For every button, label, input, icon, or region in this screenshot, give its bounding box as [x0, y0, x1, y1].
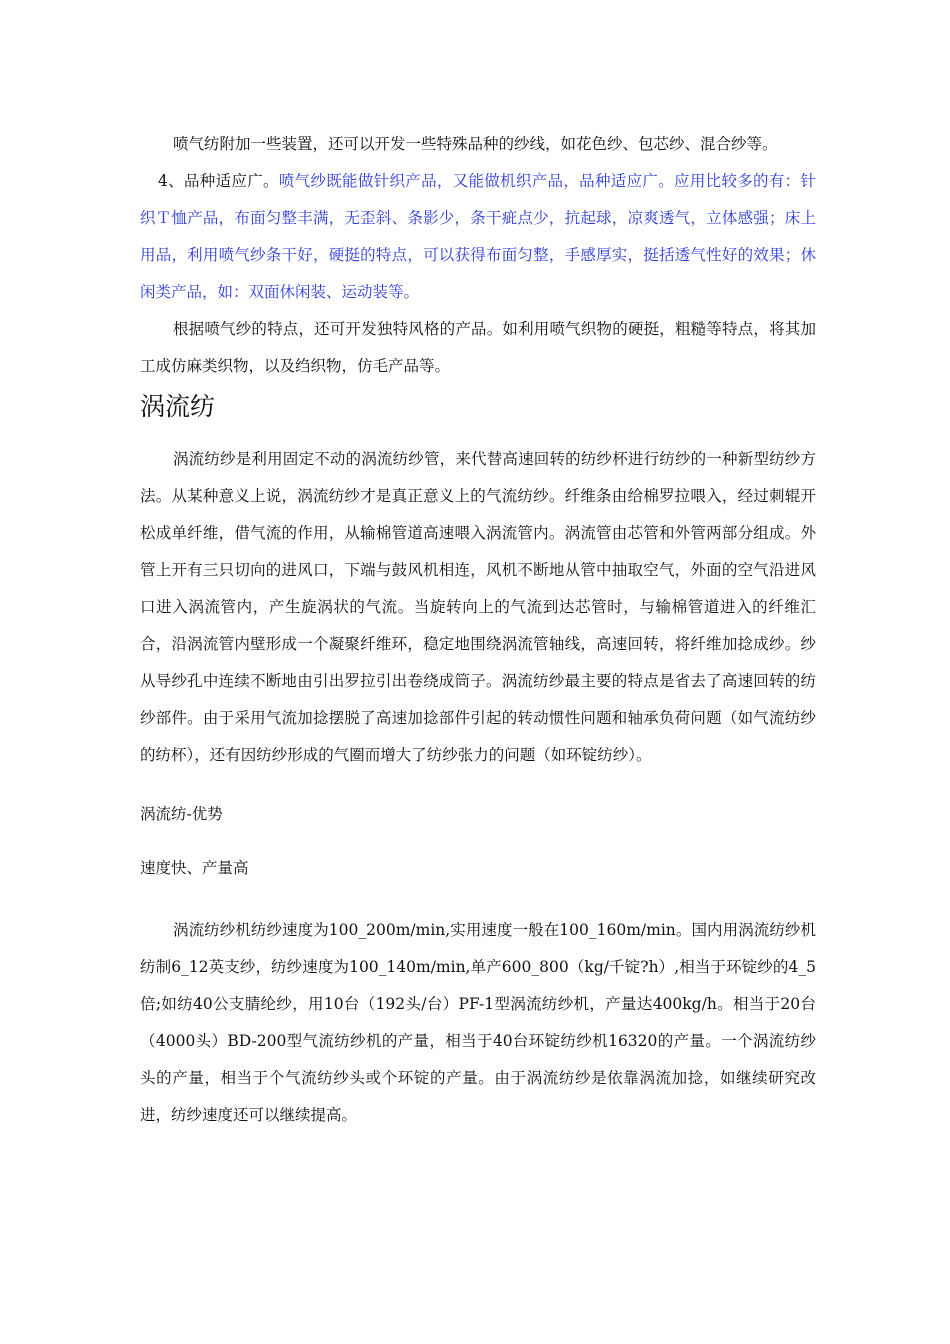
paragraph-vortex-intro: 涡流纺纱是利用固定不动的涡流纺纱管，来代替高速回转的纺纱杯进行纺纱的一种新型纺纱方法。从某种意义上说，涡流纺纱才是真正意义上的气流纺纱。纤维条由给棉罗拉喂入，经过刺辊开松成单纤维，借气流的作用，从输棉管道高速喂入涡流管内。涡流管由芯管和外管两部分组成。外管上开有三只切向的进风口，下端与鼓风机相连，风机不断地从管中抽取空气，外面的空气沿进风口进入涡流管内，产生旋涡状的气流。当旋转向上的气流到达芯管时，与输棉管道进入的纤维汇合，沿涡流管内壁形成一个凝聚纤维环，稳定地围绕涡流管轴线，高速回转，将纤维加捻成纱。纱从导纱孔中连续不断地由引出罗拉引出卷绕成筒子。涡流纺纱最主要的特点是省去了高速回转的纺纱部件。由于采用气流加捻摆脱了高速加捻部件引起的转动惯性问题和轴承负荷问题（如气流纺纱的纺杯），还有因纺纱形成的气圈而增大了纺纱张力的问题（如环锭纺纱）。	[140, 450, 816, 764]
paragraph-special-yarns: 喷气纺附加一些装置，还可以开发一些特殊品种的纱线，如花色纱、包芯纱、混合纱等。	[173, 135, 778, 153]
paragraph-speed-output: 涡流纺纱机纺纱速度为100_200m/min,实用速度一般在100_160m/min。国内用涡流纺纱机纺制6_12英支纱，纺纱速度为100_140m/min,单产600_800（kg/千锭?h）,相当于环锭纱的4_5倍;如纺40公支腈纶纱，用10台（192头/台）PF-1型涡流纺纱机，产量达400kg/h。相当于20台（4000头）BD-200型气流纺纱机的产量，相当于40台环锭纺纱机16320的产量。一个涡流纺纱头的产量，相当于个气流纺纱头或个环锭的产量。由于涡流纺纱是依靠涡流加捻，如继续研究改进，纺纱速度还可以继续提高。	[140, 921, 816, 1124]
paragraph-unique-products: 根据喷气纱的特点，还可开发独特风格的产品。如利用喷气织物的硬挺，粗糙等特点，将其加工成仿麻类织物，以及绉织物，仿毛产品等。	[140, 320, 816, 375]
section-heading: 涡流纺	[140, 392, 216, 421]
subheading-advantages: 涡流纺-优势	[140, 805, 223, 823]
subheading-speed: 速度快、产量高	[140, 859, 249, 877]
paragraph-variety-lead: 4、品种适应广。	[158, 172, 279, 190]
paragraph-variety-highlight: 喷气纱既能做针织产品，又能做机织产品，品种适应广。应用比较多的有：针织Ｔ恤产品，布面匀整丰满，无歪斜、条影少，条干疵点少，抗起球，凉爽透气，立体感强；床上用品，利用喷气纱条干好，硬挺的特点，可以获得布面匀整，手感厚实，挺括透气性好的效果；休闲类产品，如：双面休闲装、运动装等。	[140, 172, 816, 301]
paragraph-variety	[140, 163, 816, 311]
document-page	[140, 126, 816, 1134]
